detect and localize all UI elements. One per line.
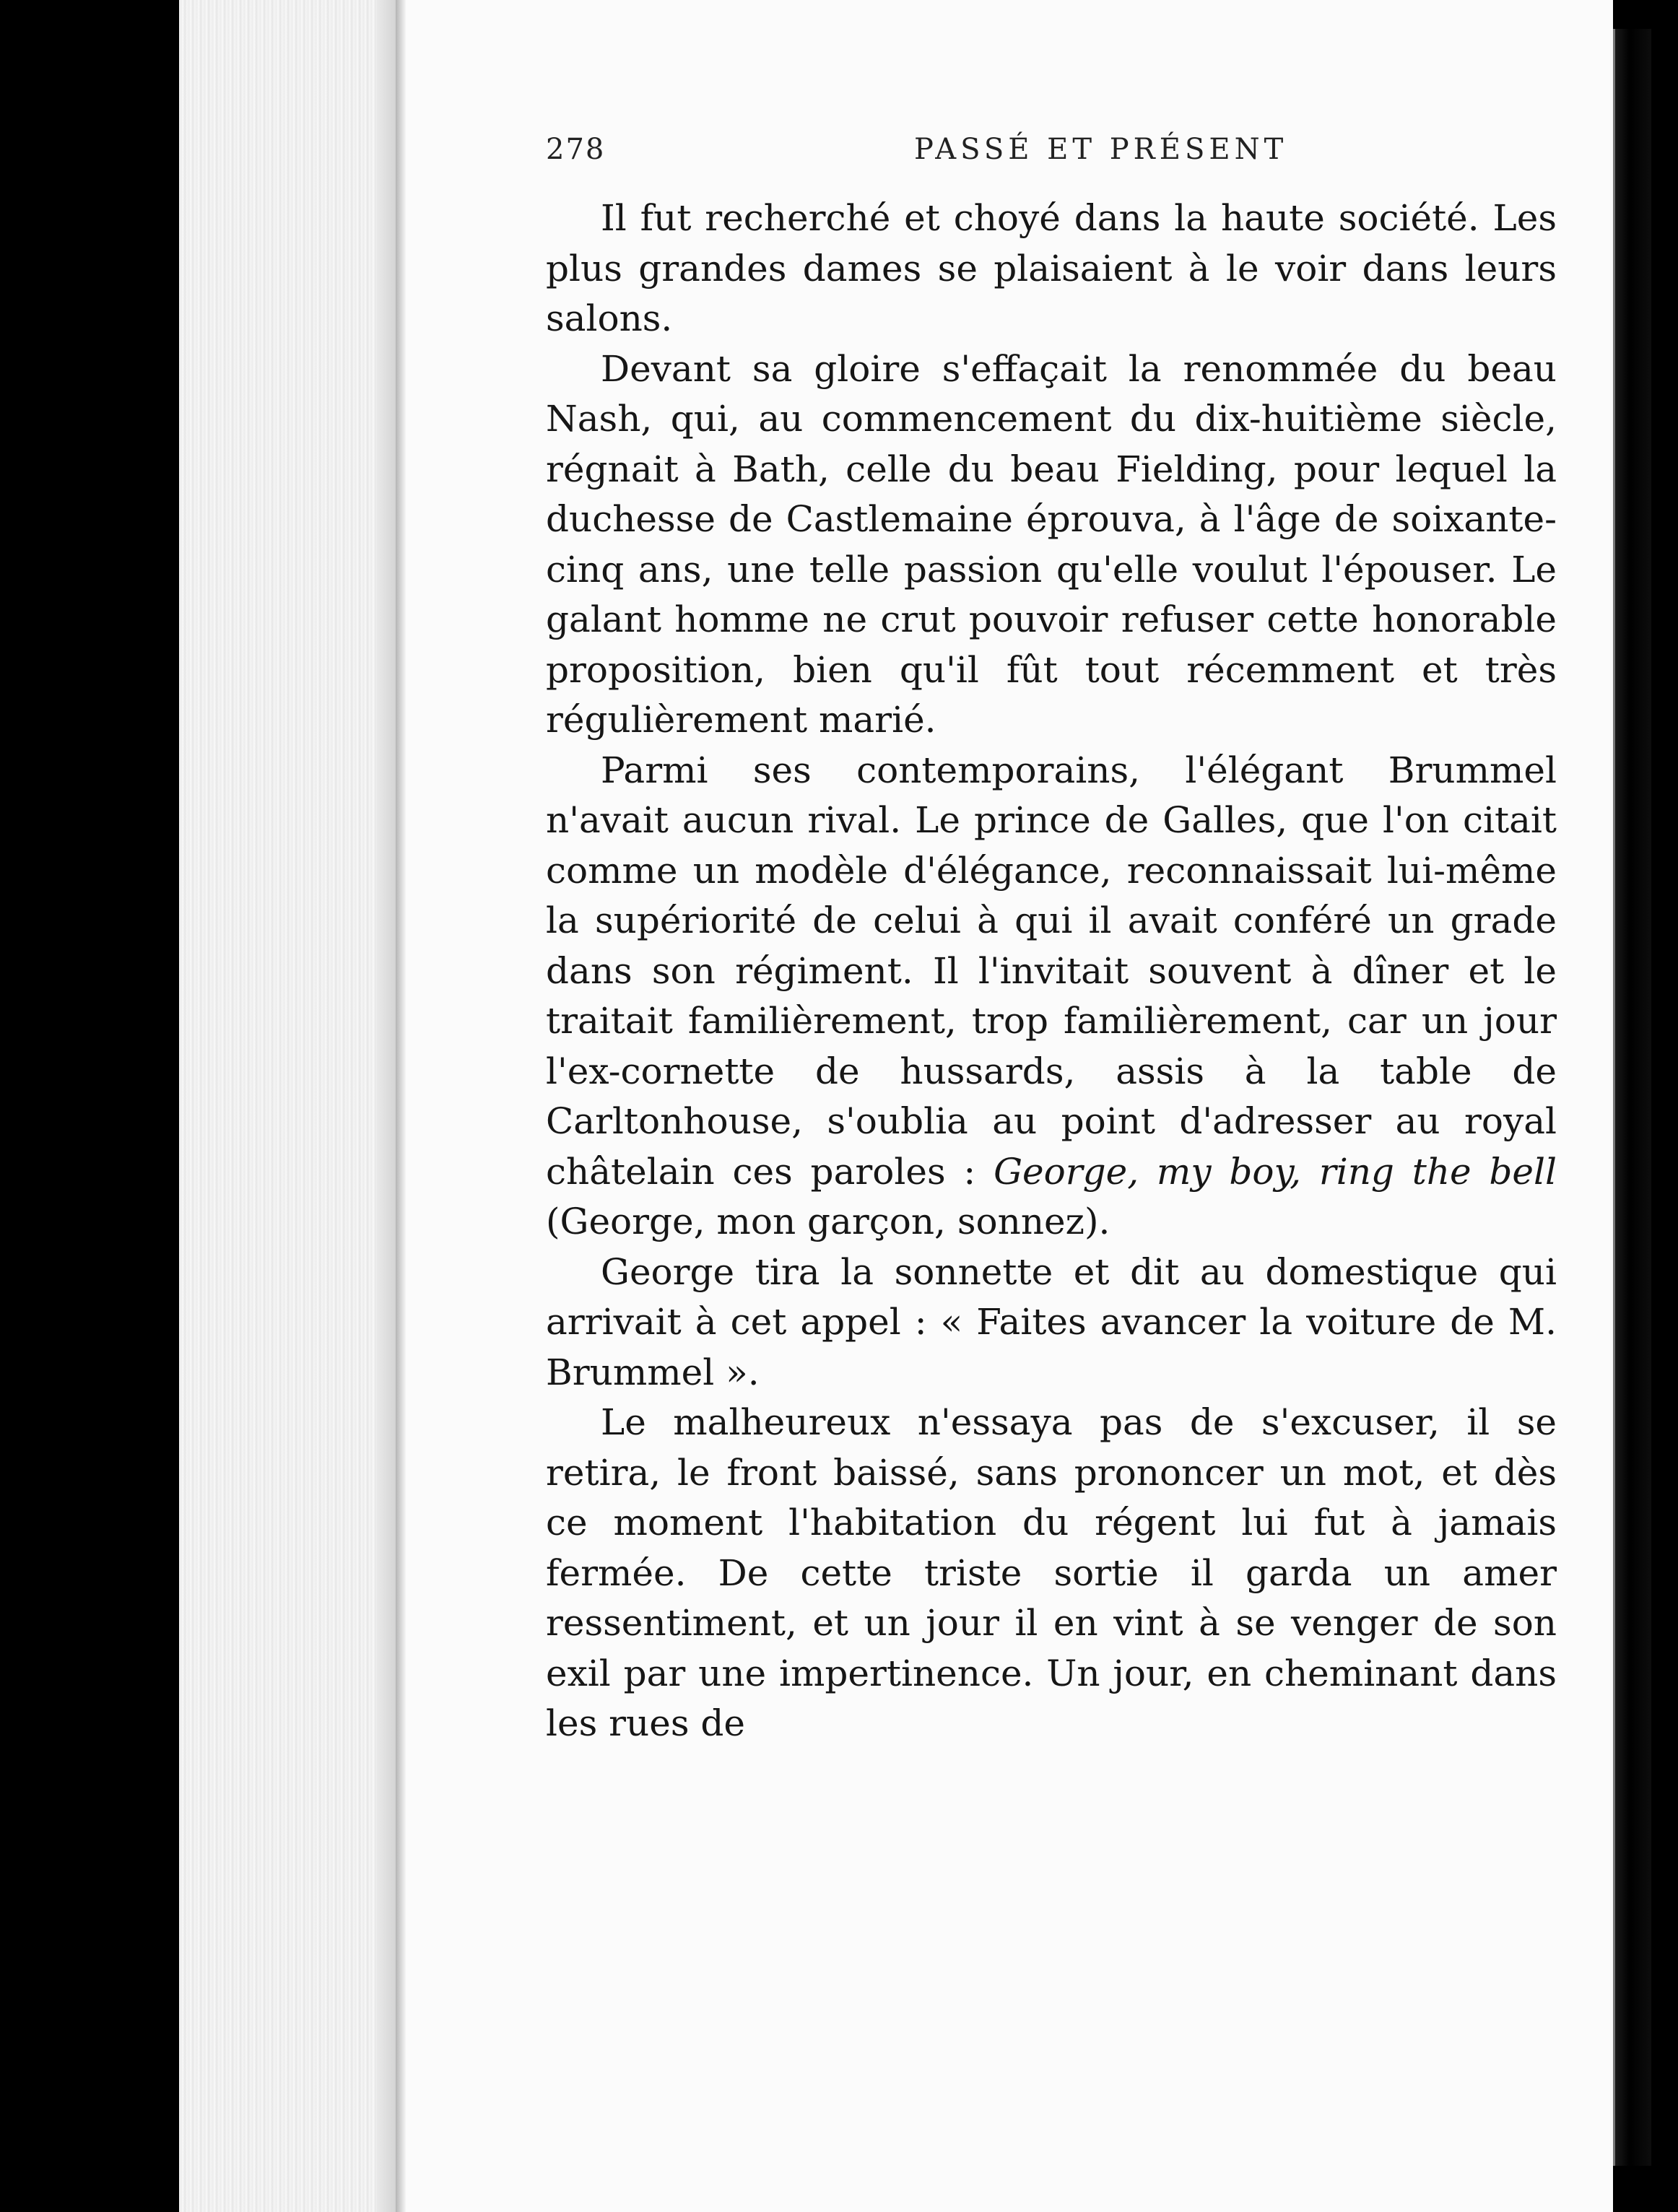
right-page-edge bbox=[1613, 29, 1651, 2166]
running-title: PASSÉ ET PRÉSENT bbox=[914, 133, 1288, 166]
body-text bbox=[546, 193, 1557, 1749]
spine-shadow bbox=[396, 0, 406, 2212]
running-head bbox=[546, 127, 1557, 178]
page-number: 278 bbox=[546, 133, 606, 166]
paragraph-3-text-after: (George, mon garçon, sonnez). bbox=[546, 1201, 1110, 1242]
paragraph-1: Il fut recherché et choyé dans la haute société. Les plus grandes dames se plaisaient à le voir dans leurs salons. bbox=[546, 197, 1557, 339]
paragraph-2: Devant sa gloire s'effaçait la renommée du beau Nash, qui, au commencement du dix-huitième siècle, régnait à Bath, celle du beau Fielding, pour lequel la duchesse de Castlemaine éprouva, à l'âge de soixante-cinq ans, une telle passion qu'elle voulut l'épouser. Le galant homme ne crut pouvoir refuser cette honorable proposition, bien qu'il fût tout récemment et très régulièrement marié. bbox=[546, 347, 1557, 741]
paragraph-3 bbox=[546, 746, 1557, 1247]
book-page-edges bbox=[179, 0, 396, 2212]
paragraph-5: Le malheureux n'essaya pas de s'excuser, il se retira, le front baissé, sans prononcer un mot, et dès ce moment l'habitation du régent lui fut à jamais fermée. De cette triste sortie il garda un amer ressentiment, et un jour il en vint à se venger de son exil par une impertinence. Un jour, en cheminant dans les rues de bbox=[546, 1401, 1557, 1744]
paragraph-3-text-before: Parmi ses contemporains, l'élégant Brummel n'avait aucun rival. Le prince de Galles, que l'on citait comme un modèle d'élégance, reconnaissait lui-même la supériorité de celui à qui il avait conféré un grade dans son régiment. Il l'invitait souvent à dîner et le traitait familièrement, trop familièrement, car un jour l'ex-cornette de hussards, assis à la table de Carltonhouse, s'oublia au point d'adresser au royal châtelain ces paroles : bbox=[546, 749, 1557, 1193]
paragraph-3-italic-quote: George, my boy, ring the bell bbox=[994, 1150, 1557, 1193]
paragraph-4: George tira la sonnette et dit au domestique qui arrivait à cet appel : « Faites avancer la voiture de M. Brummel ». bbox=[546, 1250, 1557, 1393]
